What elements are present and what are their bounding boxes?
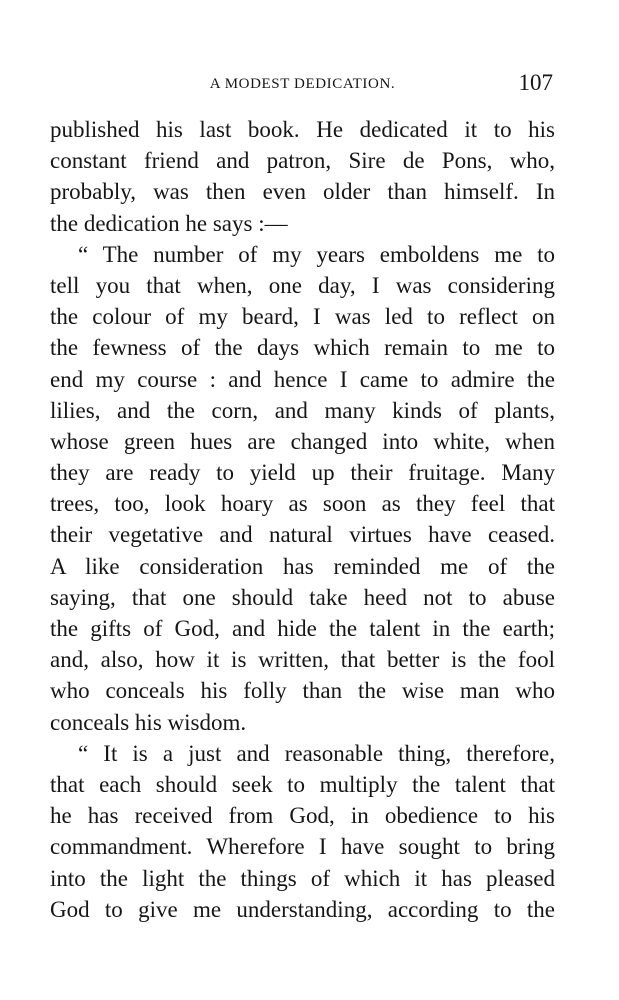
text-line: trees, too, look hoary as soon as they feel that [50,491,555,517]
text-line: that each should seek to multiply the talent that [50,771,555,797]
text-line: the dedication he says :— [50,210,288,236]
text-line: he has received from God, in obedience to his [50,803,555,829]
text-line: tell you that when, one day, I was considering [50,272,555,298]
chapter-title: A MODEST DEDICATION. [209,76,396,92]
text-line: probably, was then even older than himself. In [50,179,555,205]
text-line: the colour of my beard, I was led to reflect on [50,304,555,330]
text-line: their vegetative and natural virtues have ceased. [50,522,555,548]
text-line: saying, that one should take heed not to abuse [50,584,555,610]
body-text [50,114,555,925]
text-line: constant friend and patron, Sire de Pons, who, [50,148,555,174]
text-line: who conceals his folly than the wise man who [50,678,555,704]
text-line: they are ready to yield up their fruitage. Many [50,460,555,486]
text-line: “ The number of my years emboldens me to [78,241,555,267]
running-head [50,70,555,100]
text-line: “ It is a just and reasonable thing, therefore, [78,740,555,766]
text-line: end my course : and hence I came to admire the [50,366,555,392]
text-line: whose green hues are changed into white, when [50,428,555,454]
text-line: commandment. Wherefore I have sought to bring [50,834,555,860]
text-line: lilies, and the corn, and many kinds of plants, [50,397,555,423]
text-line: and, also, how it is written, that better is the fool [50,647,555,673]
text-line: conceals his wisdom. [50,709,247,735]
text-line: A like consideration has reminded me of the [50,553,555,579]
page-number: 107 [518,70,553,95]
text-line: God to give me understanding, according to the [50,896,555,922]
text-line: the gifts of God, and hide the talent in the earth; [50,616,555,641]
text-line: published his last book. He dedicated it to his [50,117,555,142]
text-line: the fewness of the days which remain to me to [50,335,555,361]
text-line: into the light the things of which it has pleased [50,865,555,891]
